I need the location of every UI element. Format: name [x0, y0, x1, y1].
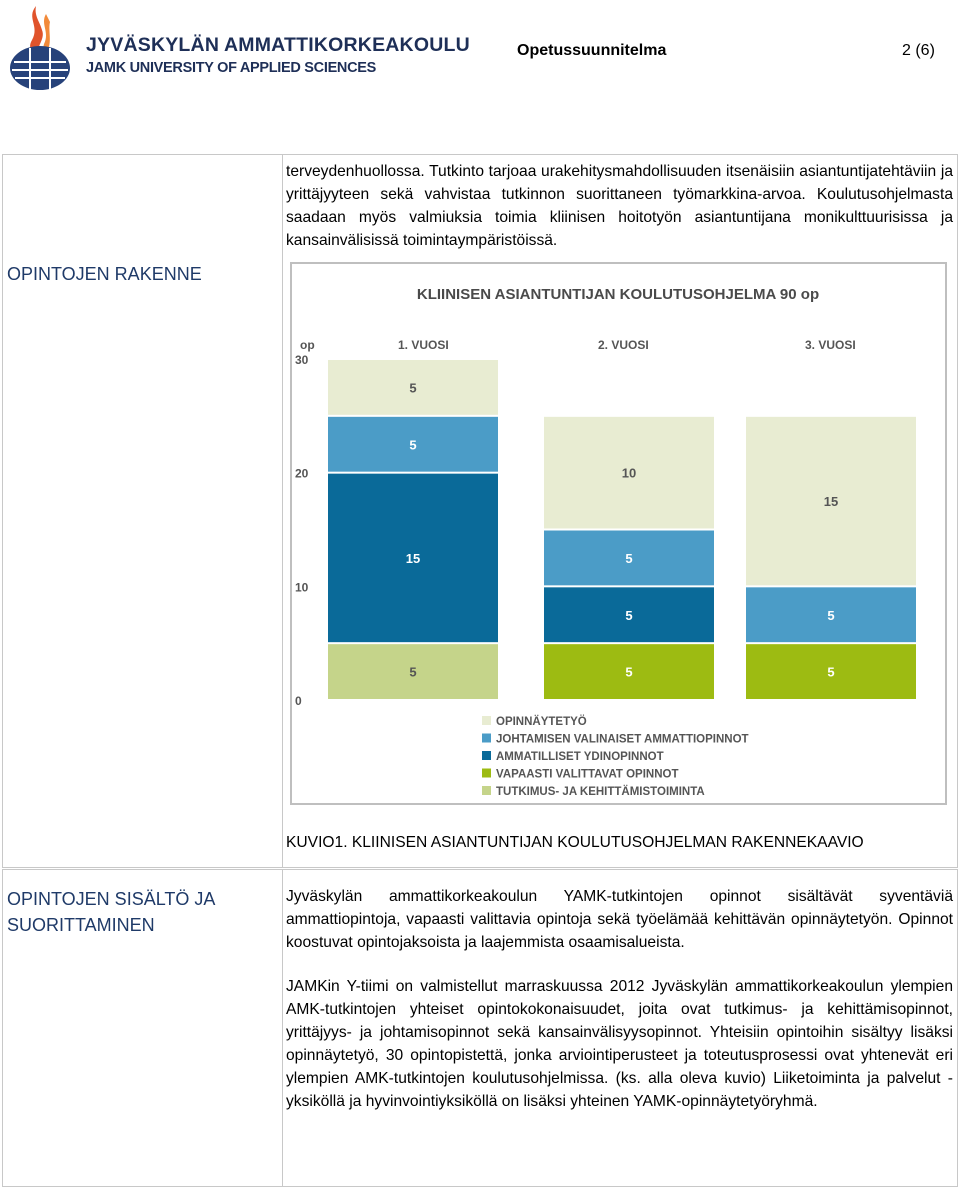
bar-value-label: 5 — [827, 607, 835, 623]
legend-swatch — [482, 734, 491, 743]
legend-swatch — [482, 716, 491, 725]
bar-value-label: 5 — [625, 550, 633, 566]
bar-value-label: 15 — [405, 550, 421, 566]
y-tick-label: 10 — [295, 580, 309, 595]
chart-title: KLIINISEN ASIANTUNTIJAN KOULUTUSOHJELMA 90 op — [416, 286, 820, 303]
column-divider — [282, 154, 283, 867]
category-label: 3. VUOSI — [805, 338, 856, 352]
section-heading-line1: OPINTOJEN SISÄLTÖ JA — [7, 889, 216, 909]
y-tick-label: 20 — [295, 466, 309, 481]
y-axis-label: op — [300, 338, 315, 352]
page-number: 2 (6) — [902, 42, 935, 59]
legend-swatch — [482, 751, 491, 760]
figure-caption: KUVIO1. KLIINISEN ASIANTUNTIJAN KOULUTUSOHJELMAN RAKENNEKAAVIO — [286, 834, 864, 851]
structure-chart — [290, 262, 947, 805]
legend-label: VAPAASTI VALITTAVAT OPINNOT — [496, 768, 679, 781]
category-label: 2. VUOSI — [598, 338, 649, 352]
content-paragraph-1: Jyväskylän ammattikorkeakoulun YAMK-tutkintojen opinnot sisältävät syventäviä ammattiopintoja, vapaasti valittavia opintoja sekä työelämää kehittävän opinnäytetyön. Opinnot koostuvat opintojaksoista ja laajemmista osaamisalueista. — [286, 888, 953, 951]
column-divider — [282, 869, 283, 1186]
bar-value-label: 5 — [409, 437, 417, 453]
bar-value-label: 5 — [409, 664, 417, 680]
logo-text-line1: JYVÄSKYLÄN AMMATTIKORKEAKOULU — [86, 34, 470, 56]
legend-swatch — [482, 786, 491, 795]
category-label: 1. VUOSI — [398, 338, 449, 352]
legend-label: JOHTAMISEN VALINAISET AMMATTIOPINNOT — [496, 733, 749, 746]
bar-value-label: 5 — [409, 380, 417, 396]
stacked-bar-chart — [292, 264, 945, 803]
section-heading-content — [7, 886, 215, 938]
bar-value-label: 5 — [625, 607, 633, 623]
legend-label: AMMATILLISET YDINOPINNOT — [496, 751, 664, 763]
legend-label: OPINNÄYTETYÖ — [496, 716, 587, 728]
bar-value-label: 5 — [625, 664, 633, 680]
content-paragraph-2: JAMKin Y-tiimi on valmistellut marraskuussa 2012 Jyväskylän ammattikorkeakoulun ylempien AMK-tutkintojen yhteiset opintokokonaisuudet, joita ovat tutkimus- ja kehittämisopinnot, yrittäjyys- ja johtamisopinnot sekä kansainvälisyysopinnot. Yhteisiin opintoihin sisältyy lisäksi opinnäytetyö, 30 opintopistettä, jonka arviointiperusteet ja toteutusprosessi ovat yhtenevät eri ylempien AMK-tutkintojen koulutusohjelmissa. (ks. alla oleva kuvio) Liiketoiminta ja palvelut -yksiköllä ja hyvinvointiyksiköllä on lisäksi yhteinen YAMK-opinnäytetyöryhmä. — [286, 978, 953, 1110]
legend-swatch — [482, 769, 491, 778]
y-tick-label: 0 — [295, 694, 302, 708]
document-title: Opetussuunnitelma — [517, 42, 667, 59]
page-header — [0, 0, 960, 110]
bar-value-label: 15 — [823, 494, 839, 510]
section-heading-structure: OPINTOJEN RAKENNE — [7, 264, 202, 284]
legend-label: TUTKIMUS- JA KEHITTÄMISTOIMINTA — [496, 786, 705, 798]
logo-text-line2: JAMK UNIVERSITY OF APPLIED SCIENCES — [86, 60, 377, 76]
section-heading-line2: SUORITTAMINEN — [7, 915, 155, 935]
bar-value-label: 10 — [621, 465, 637, 481]
jamk-logo-icon — [6, 4, 76, 92]
intro-paragraph: terveydenhuollossa. Tutkinto tarjoaa urakehitysmahdollisuuden itsenäisiin asiantuntijatehtäviin ja yrittäjyyteen sekä vahvistaa tutkinnon suorittaneen työmarkkina-arvoa. Koulutusohjelmasta saadaan myös valmiuksia toimia kliinisen hoitotyön asiantuntijana monikulttuurisissa ja kansainvälisissä toimintaympäristöissä. — [286, 163, 953, 249]
bar-value-label: 5 — [827, 664, 835, 680]
y-tick-label: 30 — [295, 353, 309, 367]
